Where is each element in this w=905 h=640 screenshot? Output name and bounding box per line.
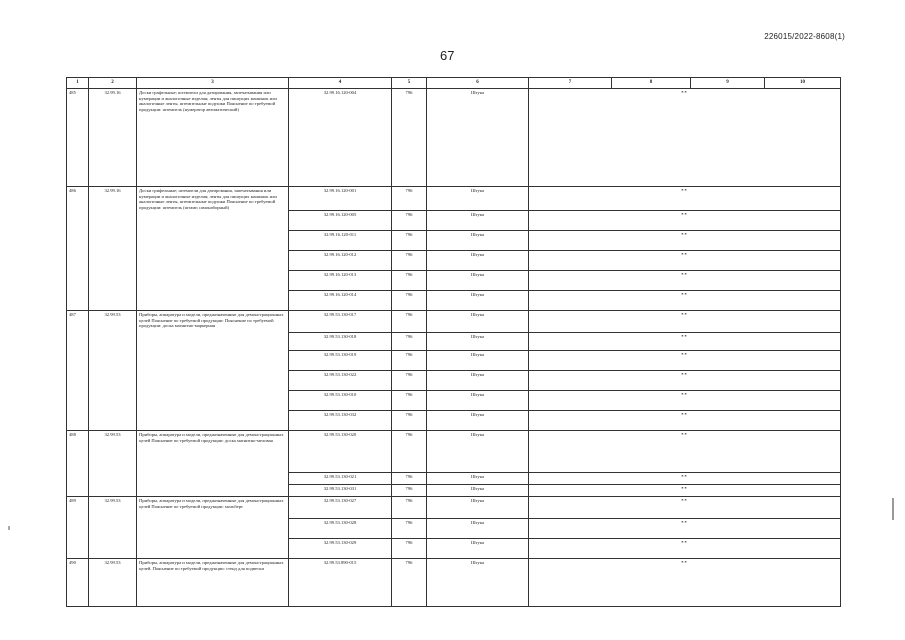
table-row [67,431,841,473]
row-number: 485 [67,89,89,187]
item-description: Приборы, аппаратура и модели, предназначенные для демонстрационных целей Пояснение по требуемой продукции: Пояснение по требуемой продукции: доска магнитно-маркерная [137,311,289,431]
requirement-mark: ** [529,539,841,559]
ktru-code: 32.99.16.120-012 [289,251,392,271]
unit-name: Штука [427,333,529,351]
ktru-code: 32.99.16.120-005 [289,211,392,231]
unit-name: Штука [427,559,529,607]
unit-code: 796 [392,333,427,351]
unit-code: 796 [392,519,427,539]
header-cell: 2 [89,78,137,89]
item-description: Приборы, аппаратура и модели, предназначенные для демонстрационных целей Пояснение по требуемой продукции: доска магнитно-меловая [137,431,289,497]
row-number: 489 [67,497,89,559]
header-cell: 3 [137,78,289,89]
unit-name: Штука [427,497,529,519]
ktru-code: 32.99.16.120-004 [289,89,392,187]
unit-name: Штука [427,187,529,211]
unit-name: Штука [427,251,529,271]
unit-code: 796 [392,89,427,187]
unit-name: Штука [427,89,529,187]
okpd-code: 32.99.53 [89,559,137,607]
requirement-mark: ** [529,391,841,411]
ktru-code: 32.99.53.130-022 [289,371,392,391]
unit-name: Штука [427,391,529,411]
ktru-code: 32.99.16.120-001 [289,187,392,211]
unit-code: 796 [392,271,427,291]
table-row [67,559,841,607]
item-description: Доски графельные; штемпели для датирования, запечатывания или нумерации и аналогичные изделия; ленты для пишущих машинок или аналогичные ленты, штемпельные подушки Пояснение по требуемой продукции: штемпель (нумератор автоматический) [137,89,289,187]
ktru-code: 32.99.53.130-032 [289,411,392,431]
ktru-code: 32.99.53.130-031 [289,485,392,497]
requirement-mark: ** [529,351,841,371]
table-row [67,89,841,187]
unit-code: 796 [392,431,427,473]
ktru-code: 32.99.53.130-020 [289,431,392,473]
row-number: 490 [67,559,89,607]
table-row [67,497,841,519]
unit-code: 796 [392,351,427,371]
table-row [67,311,841,333]
ktru-code: 32.99.53.130-019 [289,351,392,371]
okpd-code: 32.99.53 [89,431,137,497]
unit-code: 796 [392,211,427,231]
requirement-mark: ** [529,187,841,211]
procurement-table [66,77,841,607]
unit-name: Штука [427,351,529,371]
requirement-mark: ** [529,371,841,391]
ktru-code: 32.99.53.130-010 [289,391,392,411]
requirement-mark: ** [529,411,841,431]
requirement-mark: ** [529,231,841,251]
scan-edge-mark [892,498,894,520]
unit-name: Штука [427,431,529,473]
ktru-code: 32.99.53.130-028 [289,519,392,539]
ktru-code: 32.99.16.120-011 [289,231,392,251]
requirement-mark: ** [529,559,841,607]
okpd-code: 32.99.16 [89,89,137,187]
ktru-code: 32.99.53.130-029 [289,539,392,559]
requirement-mark: ** [529,271,841,291]
header-cell: 6 [427,78,529,89]
unit-code: 796 [392,473,427,485]
requirement-mark: ** [529,89,841,187]
requirement-mark: ** [529,473,841,485]
requirement-mark: ** [529,519,841,539]
unit-code: 796 [392,251,427,271]
requirement-mark: ** [529,333,841,351]
requirement-mark: ** [529,431,841,473]
requirement-mark: ** [529,485,841,497]
unit-name: Штука [427,519,529,539]
unit-name: Штука [427,211,529,231]
unit-code: 796 [392,291,427,311]
unit-name: Штука [427,411,529,431]
unit-code: 796 [392,311,427,333]
header-cell: 7 [529,78,612,89]
okpd-code: 32.99.53 [89,311,137,431]
unit-name: Штука [427,539,529,559]
unit-name: Штука [427,371,529,391]
requirement-mark: ** [529,291,841,311]
ktru-code: 32.99.53.890-015 [289,559,392,607]
unit-name: Штука [427,231,529,251]
item-description: Приборы, аппаратура и модели, предназначенные для демонстрационных целей. Пояснение по требуемой продукции: стенд для подвески [137,559,289,607]
requirement-mark: ** [529,251,841,271]
table-row [67,187,841,211]
row-number: 487 [67,311,89,431]
unit-name: Штука [427,473,529,485]
unit-code: 796 [392,187,427,211]
unit-code: 796 [392,231,427,251]
header-cell: 5 [392,78,427,89]
header-cell: 1 [67,78,89,89]
page-number: 67 [440,48,455,63]
ktru-code: 32.99.53.130-021 [289,473,392,485]
unit-code: 796 [392,485,427,497]
row-number: 488 [67,431,89,497]
unit-name: Штука [427,291,529,311]
unit-name: Штука [427,271,529,291]
header-cell: 8 [612,78,691,89]
requirement-mark: ** [529,497,841,519]
ktru-code: 32.99.53.130-017 [289,311,392,333]
okpd-code: 32.99.16 [89,187,137,311]
scan-dot-mark [8,526,10,530]
unit-code: 796 [392,559,427,607]
unit-code: 796 [392,497,427,519]
header-cell: 10 [765,78,841,89]
ktru-code: 32.99.16.120-014 [289,291,392,311]
okpd-code: 32.99.53 [89,497,137,559]
ktru-code: 32.99.16.120-013 [289,271,392,291]
header-cell: 9 [691,78,765,89]
header-row [67,78,841,89]
unit-code: 796 [392,411,427,431]
header-cell: 4 [289,78,392,89]
ktru-code: 32.99.53.130-018 [289,333,392,351]
item-description: Приборы, аппаратура и модели, предназначенные для демонстрационных целей Пояснение по требуемой продукции: мольберт [137,497,289,559]
unit-name: Штука [427,485,529,497]
document-number: 226015/2022-8608(1) [764,32,845,41]
ktru-code: 32.99.53.130-027 [289,497,392,519]
unit-code: 796 [392,391,427,411]
requirement-mark: ** [529,211,841,231]
unit-code: 796 [392,371,427,391]
item-description: Доски грифельные; штемпели для датирования, запечатывания или нумерации и аналогичные изделия; ленты для пишущих машинок или аналогичные ленты, штемпельные подушки Пояснение по требуемой продукции: штемпель (штамп самонаборный) [137,187,289,311]
unit-code: 796 [392,539,427,559]
requirement-mark: ** [529,311,841,333]
row-number: 486 [67,187,89,311]
unit-name: Штука [427,311,529,333]
